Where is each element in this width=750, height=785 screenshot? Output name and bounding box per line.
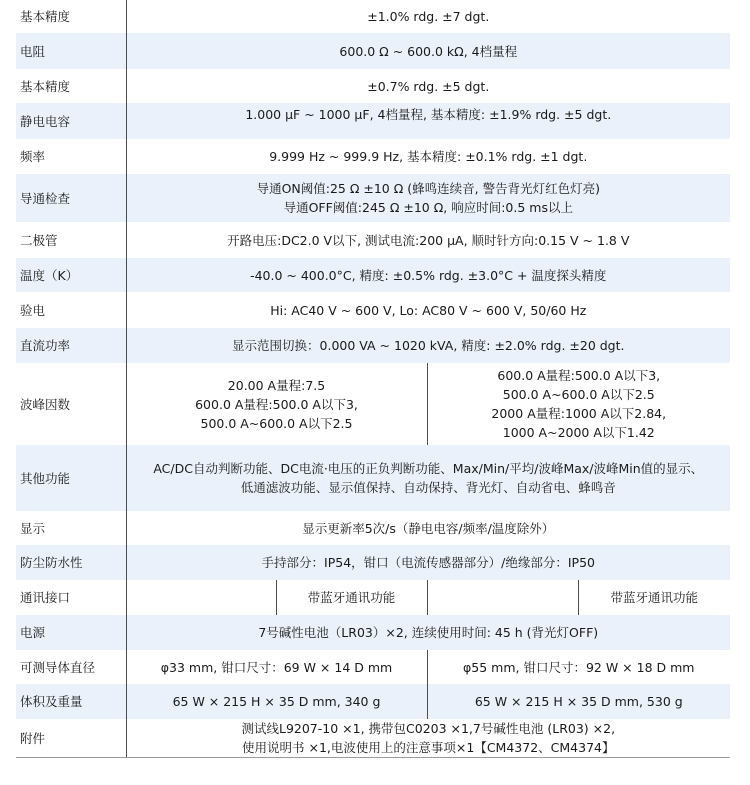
table-row xyxy=(16,0,730,33)
row-label: 频率 xyxy=(16,139,126,174)
row-label: 防尘防水性 xyxy=(16,545,126,580)
row-value: Hi: AC40 V ~ 600 V, Lo: AC80 V ~ 600 V, 50/60 Hz xyxy=(126,292,730,328)
value-line: 测试线L9207-10 ×1, 携带包C0203 ×1,7号碱性电池 (LR03) ×2, xyxy=(241,721,616,736)
value-line: 导通OFF阈值:245 Ω ±10 Ω, 响应时间:0.5 ms以上 xyxy=(283,200,573,215)
value-line: 500.0 A~600.0 A以下2.5 xyxy=(502,387,655,402)
row-value xyxy=(126,719,730,758)
row-label: 温度（K） xyxy=(16,258,126,292)
value-line: 600.0 A量程:500.0 A以下3, xyxy=(497,368,661,383)
table-row xyxy=(16,328,730,363)
row-label: 可测导体直径 xyxy=(16,650,126,684)
row-label: 其他功能 xyxy=(16,445,126,511)
value-line: AC/DC自动判断功能、DC电流·电压的正负判断功能、Max/Min/平均/波峰Max/波峰Min值的显示、 xyxy=(153,461,704,476)
row-label: 电源 xyxy=(16,615,126,650)
table-row xyxy=(16,545,730,580)
size-right-value: 65 W × 215 H × 35 D mm, 530 g xyxy=(427,684,730,719)
row-value: 600.0 Ω ~ 600.0 kΩ, 4档量程 xyxy=(126,33,730,69)
table-row xyxy=(16,292,730,328)
row-label: 电阻 xyxy=(16,33,126,69)
table-row xyxy=(16,222,730,258)
row-label: 通讯接口 xyxy=(16,580,126,615)
row-label: 显示 xyxy=(16,511,126,545)
value-line: 导通ON阈值:25 Ω ±10 Ω (蜂鸣连续音, 警告背光灯红色灯亮) xyxy=(256,181,600,196)
row-label: 基本精度 xyxy=(16,0,126,33)
table-row xyxy=(16,258,730,292)
row-label: 体积及重量 xyxy=(16,684,126,719)
row-value: ±0.7% rdg. ±5 dgt. xyxy=(126,69,730,103)
row-value: 显示更新率5次/s（静电电容/频率/温度除外） xyxy=(126,511,730,545)
row-label: 基本精度 xyxy=(16,69,126,103)
row-label: 直流功率 xyxy=(16,328,126,363)
row-value: 7号碱性电池（LR03）×2, 连续使用时间: 45 h (背光灯OFF) xyxy=(126,615,730,650)
comm-cell xyxy=(427,580,578,615)
comm-cell xyxy=(126,580,276,615)
row-value: 1.000 μF ~ 1000 μF, 4档量程, 基本精度: ±1.9% rdg. ±5 dgt. xyxy=(126,103,730,139)
spec-table xyxy=(16,0,730,758)
row-label: 验电 xyxy=(16,292,126,328)
comm-cell: 带蓝牙通讯功能 xyxy=(578,580,730,615)
comm-cell: 带蓝牙通讯功能 xyxy=(276,580,427,615)
table-row xyxy=(16,615,730,650)
table-row xyxy=(16,103,730,139)
table-row xyxy=(16,69,730,103)
row-label: 导通检查 xyxy=(16,174,126,222)
table-row xyxy=(16,684,730,719)
value-line: 500.0 A~600.0 A以下2.5 xyxy=(200,415,353,431)
table-row xyxy=(16,445,730,511)
value-line: 2000 A量程:1000 A以下2.84, xyxy=(491,406,667,421)
value-line: 使用说明书 ×1,电波使用上的注意事项×1【CM4372、CM4374】 xyxy=(242,740,615,755)
row-value: ±1.0% rdg. ±7 dgt. xyxy=(126,0,730,33)
row-value: -40.0 ~ 400.0°C, 精度: ±0.5% rdg. ±3.0°C + 温度探头精度 xyxy=(126,258,730,292)
row-value: 手持部分：IP54，钳口（电流传感器部分）/绝缘部分：IP50 xyxy=(126,545,730,580)
table-row xyxy=(16,511,730,545)
table-row xyxy=(16,719,730,758)
table-row xyxy=(16,363,730,445)
table-row xyxy=(16,139,730,174)
table-row xyxy=(16,174,730,222)
row-value xyxy=(126,445,730,511)
value-line: 20.00 A量程:7.5 xyxy=(227,377,326,393)
crest-right-value xyxy=(427,363,730,445)
table-row xyxy=(16,580,730,615)
row-value: 显示范围切换：0.000 VA ~ 1020 kVA, 精度: ±2.0% rdg. ±20 dgt. xyxy=(126,328,730,363)
row-value xyxy=(126,174,730,222)
table-row xyxy=(16,33,730,69)
row-value: 9.999 Hz ~ 999.9 Hz, 基本精度: ±0.1% rdg. ±1 dgt. xyxy=(126,139,730,174)
value-line: 600.0 A量程:500.0 A以下3, xyxy=(195,396,358,412)
row-label: 静电电容 xyxy=(16,103,126,139)
row-label: 附件 xyxy=(16,719,126,758)
diameter-right-value: φ55 mm, 钳口尺寸：92 W × 18 D mm xyxy=(427,650,730,684)
diameter-left-value: φ33 mm, 钳口尺寸：69 W × 14 D mm xyxy=(126,650,427,684)
table-row xyxy=(16,650,730,684)
crest-left-value xyxy=(126,363,427,445)
size-left-value: 65 W × 215 H × 35 D mm, 340 g xyxy=(126,684,427,719)
row-value: 开路电压:DC2.0 V以下, 测试电流:200 μA, 顺时针方向:0.15 V ~ 1.8 V xyxy=(126,222,730,258)
row-label: 波峰因数 xyxy=(16,363,126,445)
value-line: 低通滤波功能、显示值保持、自动保持、背光灯、自动省电、蜂鸣音 xyxy=(240,480,616,495)
row-label: 二极管 xyxy=(16,222,126,258)
value-line: 1000 A~2000 A以下1.42 xyxy=(502,425,655,440)
